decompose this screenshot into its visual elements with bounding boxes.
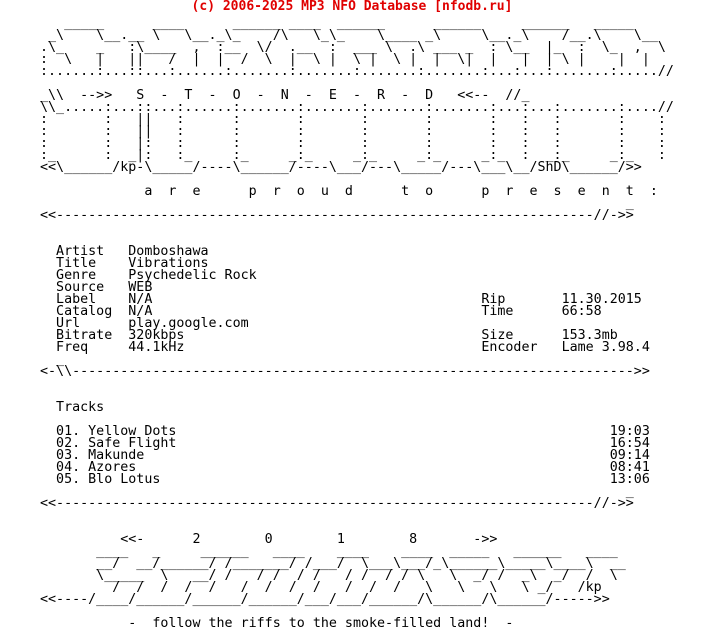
nfo-line: Title Vibrations bbox=[40, 256, 209, 271]
site-header-title: (c) 2006-2025 MP3 NFO Database [nfodb.ru] bbox=[191, 0, 513, 14]
nfo-line: _\ \__.__ \ \__._\_ /\ \_\_ \____ _\ \__._\ /__.\ \__ bbox=[40, 28, 658, 43]
nfo-line: .\_ _ :\____ , :__ \/ .__ : ___ \ .\ ___ _ : \__ |_ : \_ , \ bbox=[40, 40, 666, 55]
nfo-line: / / / / / / / / / / / / \ \ \ \ _/ /kp bbox=[40, 580, 602, 595]
nfo-line: <<-------------------------------------------------------------------//->> bbox=[40, 208, 634, 223]
nfo-line: Genre Psychedelic Rock bbox=[40, 268, 257, 283]
nfo-line: Freq 44.1kHz Encoder Lame 3.98.4 bbox=[40, 340, 650, 355]
nfo-line: \_____ \ __/ / / / / / / / / / \ \ _/ / _\ _/ / \ bbox=[40, 568, 618, 583]
nfo-line: : : || : : : : : : : : : : bbox=[40, 112, 666, 127]
nfo-line: \\_.....:...::...:......:.......:.......:.......:.......:...:...:.......:....// bbox=[40, 100, 674, 115]
nfo-line: _\\ -->> S - T - O - N - E - R - D <<-- //_ bbox=[40, 88, 530, 103]
nfo-line: Url play.google.com bbox=[40, 316, 249, 331]
nfo-line: : : |: : : : : : : : : : : bbox=[40, 136, 666, 151]
nfo-line: - follow the riffs to the smoke-filled land! - bbox=[40, 616, 514, 631]
nfo-line: Catalog N/A Time 66:58 bbox=[40, 304, 602, 319]
nfo-line: 02. Safe Flight 16:54 bbox=[40, 436, 650, 451]
nfo-text-block bbox=[40, 18, 674, 630]
nfo-line: Bitrate 320kbps Size 153.3mb bbox=[40, 328, 618, 343]
nfo-line: 03. Makunde 09:14 bbox=[40, 448, 650, 463]
nfo-line: _____ ____ ______ ____ ______ ______ ______ _____ bbox=[40, 16, 634, 31]
nfo-line: : : || : : : : : : : : : : bbox=[40, 124, 666, 139]
nfo-line bbox=[40, 390, 674, 402]
nfo-line: Artist Domboshawa bbox=[40, 244, 209, 259]
nfo-line: a r e p r o u d t o p r e s e n t : bbox=[40, 184, 658, 199]
nfo-line bbox=[40, 378, 674, 390]
nfo-line: : \ | || / | | / \ | \ | \ | \ | | \| | | | \ | | | bbox=[40, 52, 650, 67]
nfo-line: <<----/____/______/______/______/___/___/______/\______/\______/----->> bbox=[40, 592, 610, 607]
nfo-line: _ bbox=[40, 352, 65, 367]
nfo-line: :_ : _|: :_ :_ _:_ _:_ _:_ _:_ : _:_ _:_ : bbox=[40, 148, 666, 163]
nfo-line: _ bbox=[40, 484, 634, 499]
nfo-line: <<- 2 0 1 8 ->> bbox=[40, 532, 498, 547]
nfo-line: 01. Yellow Dots 19:03 bbox=[40, 424, 650, 439]
nfo-line: Source WEB bbox=[40, 280, 153, 295]
nfo-line bbox=[40, 510, 674, 522]
nfo-line: _ bbox=[40, 196, 634, 211]
nfo-line: 04. Azores 08:41 bbox=[40, 460, 650, 475]
nfo-line: Tracks bbox=[40, 400, 105, 415]
nfo-line: :......:...::...:......:.......:.......:.......:.......:...:...:.......:.....// bbox=[40, 64, 674, 79]
nfo-line: <<-------------------------------------------------------------------//->> bbox=[40, 496, 634, 511]
nfo-line: <-\\---------------------------------------------------------------------->> bbox=[40, 364, 650, 379]
nfo-line: ____ _ ______ ____ ____ ____ _____ ______ ____ bbox=[40, 544, 618, 559]
nfo-line: __/ __/______/ /_______/ /___/ \___\___/_\______\_____\____\ __ bbox=[40, 556, 626, 571]
nfo-line: 05. Blo Lotus 13:06 bbox=[40, 472, 650, 487]
nfo-line: Label N/A Rip 11.30.2015 bbox=[40, 292, 642, 307]
nfo-line bbox=[40, 222, 674, 234]
nfo-line: <<\______/kp-\_____/----\______/----\___/---\_____/---\___\__/ShD\______/>> bbox=[40, 160, 642, 175]
